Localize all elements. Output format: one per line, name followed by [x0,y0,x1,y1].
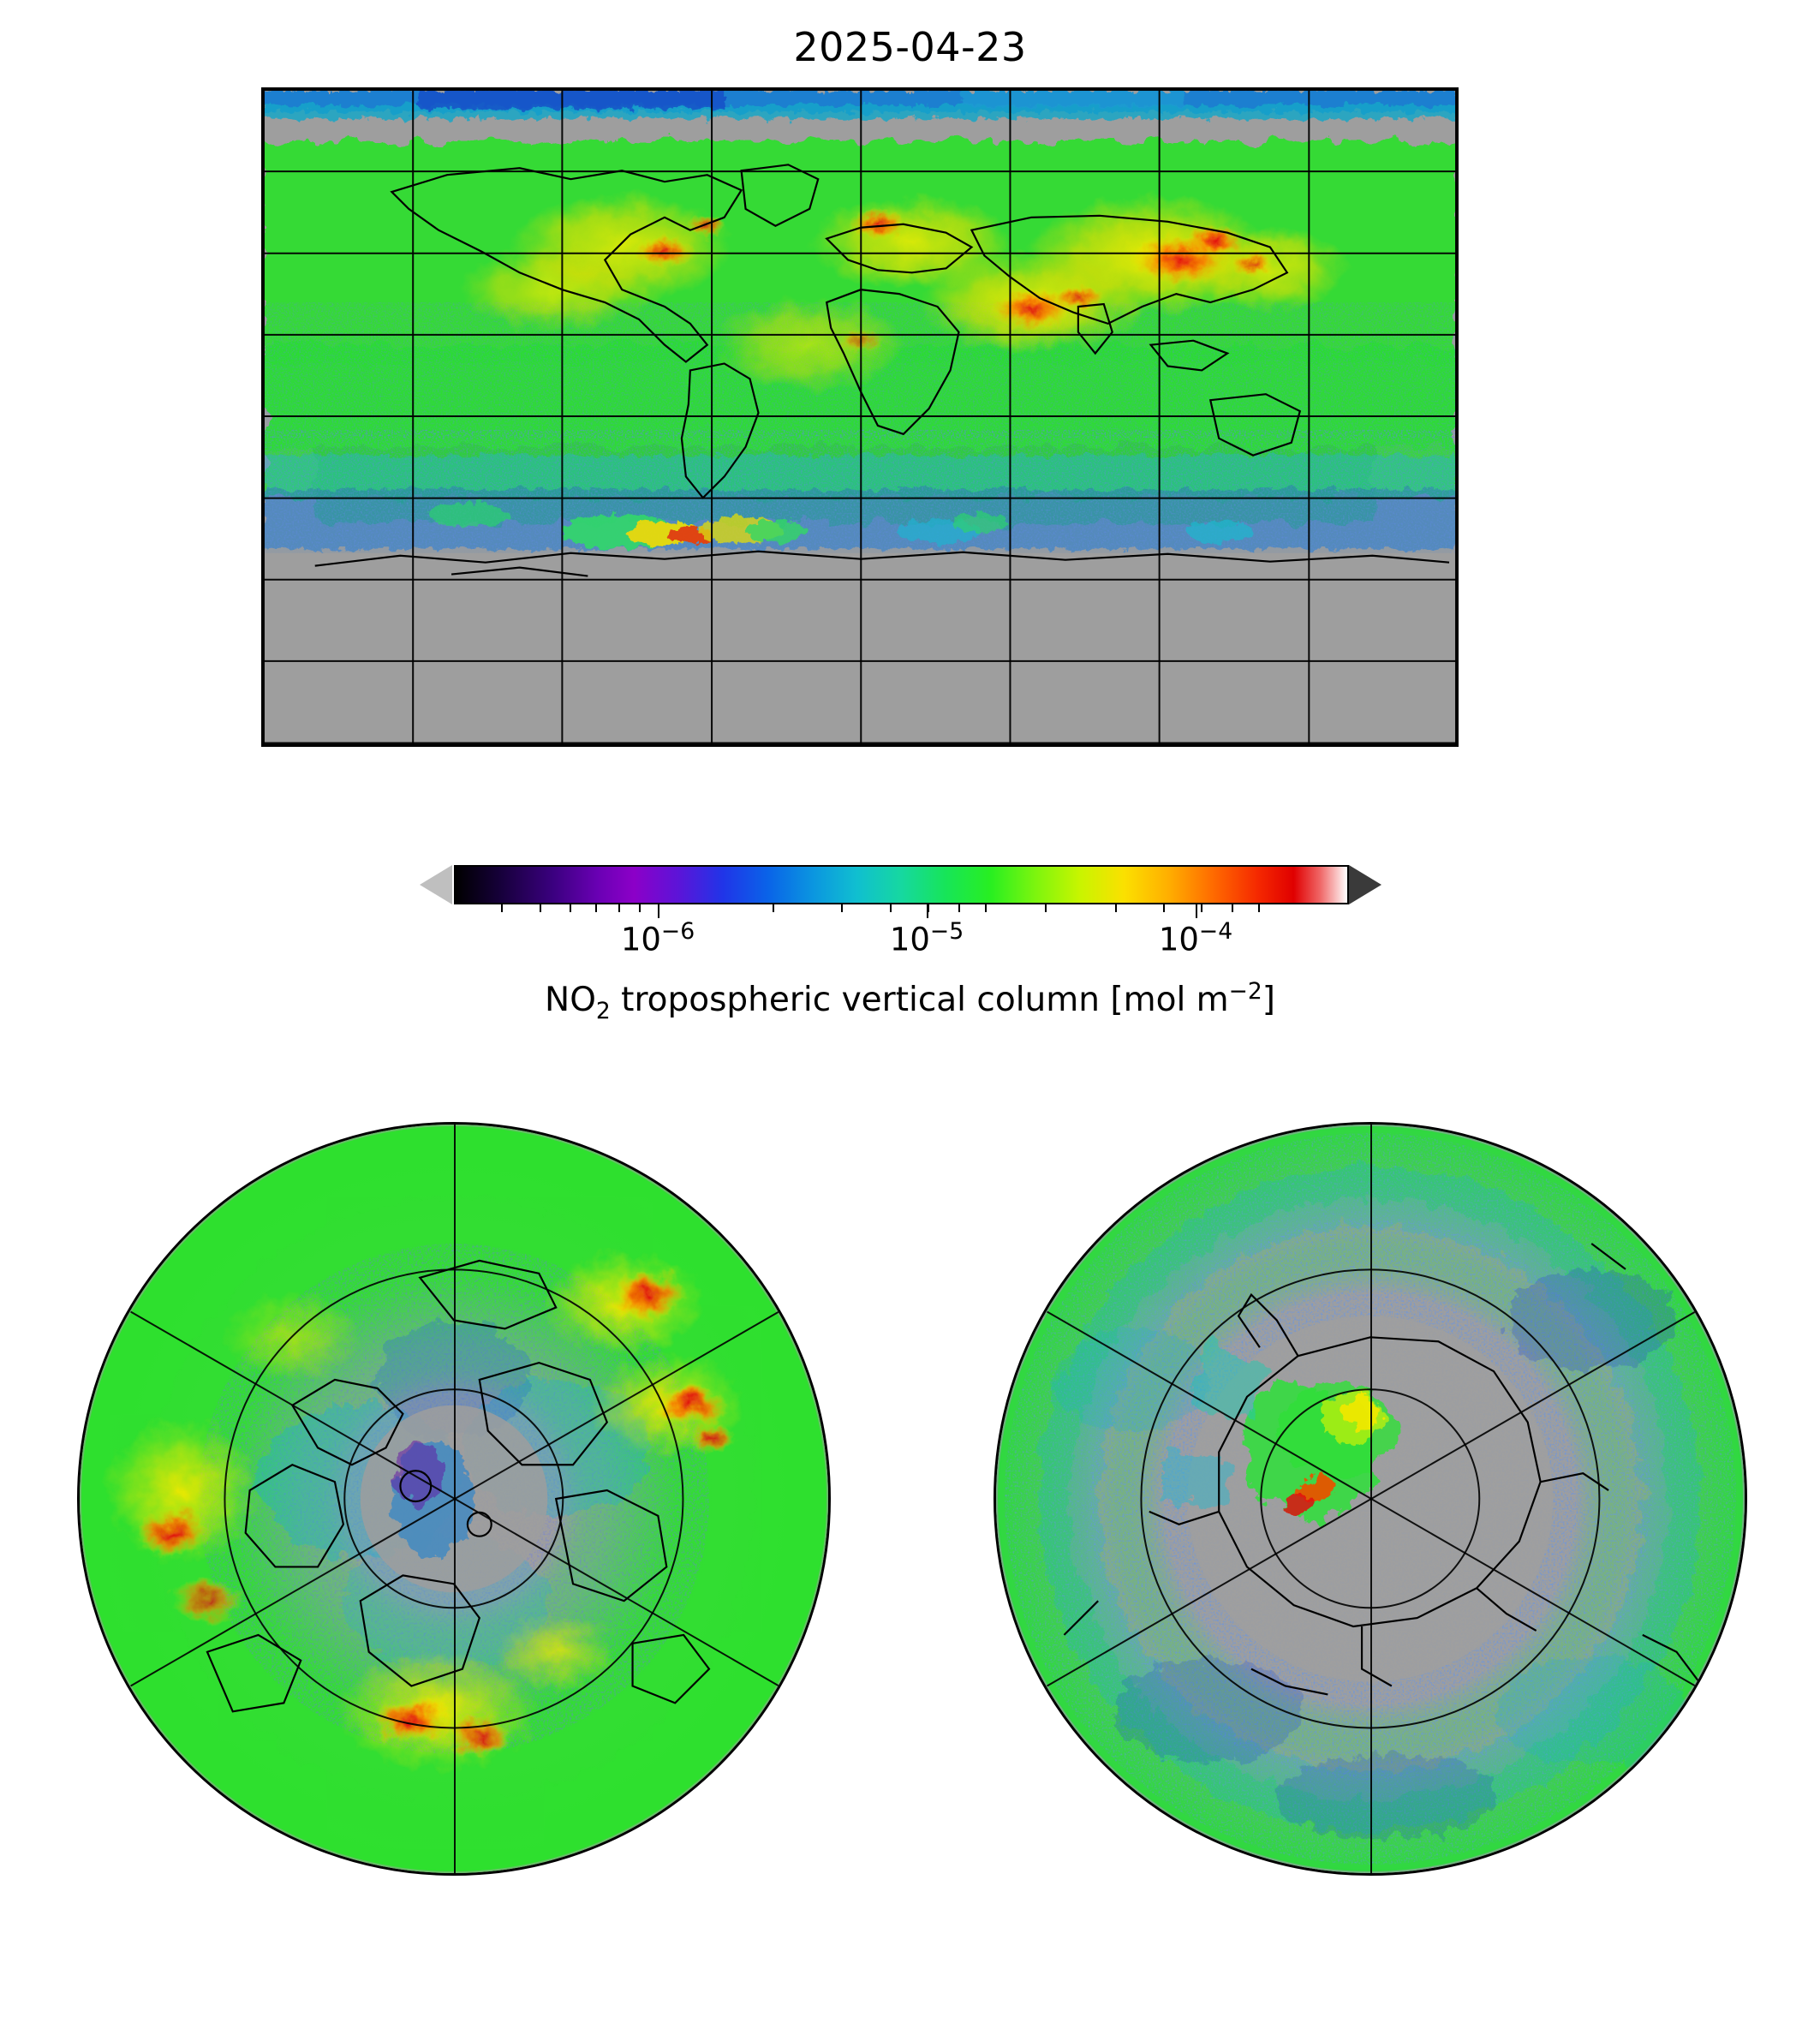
south-polar-map-panel [994,1122,1747,1876]
colorbar-minor-tick [639,904,641,912]
colorbar-minor-tick [985,904,987,912]
colorbar-minor-tick [501,904,503,912]
colorbar-major-tick [927,904,928,918]
north-polar-data-layer [80,1125,828,1873]
colorbar-axis-label: $NO_2$ tropospheric vertical column [mol $m^{-2}$] [545,978,1275,1024]
colorbar-minor-tick [841,904,843,912]
colorbar-tick-label-1: $10^{-6}$ [620,918,695,958]
colorbar-minor-tick [540,904,541,912]
colorbar-tick-label-2: $10^{-5}$ [889,918,964,958]
colorbar [420,865,1383,958]
colorbar-tick-label-3: $10^{-4}$ [1158,918,1233,958]
colorbar-minor-tick [570,904,571,912]
colorbar-minor-tick [958,904,960,912]
colorbar-minor-tick [1115,904,1117,912]
colorbar-minor-tick [618,904,620,912]
colorbar-minor-tick [1258,904,1260,912]
colorbar-minor-tick [890,904,892,912]
colorbar-minor-tick [1163,904,1165,912]
colorbar-major-tick [1196,904,1197,918]
colorbar-minor-tick [773,904,774,912]
colorbar-minor-tick [1045,904,1047,912]
global-map-panel [261,87,1459,747]
colorbar-extend-min-arrow [420,865,452,904]
colorbar-minor-tick [595,904,597,912]
north-polar-map-panel [77,1122,831,1876]
colorbar-minor-tick [1201,904,1202,912]
global-map-data-layer [264,90,1456,744]
south-polar-data-layer [996,1125,1745,1873]
colorbar-gradient [454,865,1349,904]
page-title: 2025-04-23 [793,24,1027,70]
colorbar-minor-tick [1232,904,1233,912]
colorbar-major-tick [658,904,659,918]
colorbar-extend-max-arrow [1349,865,1381,904]
